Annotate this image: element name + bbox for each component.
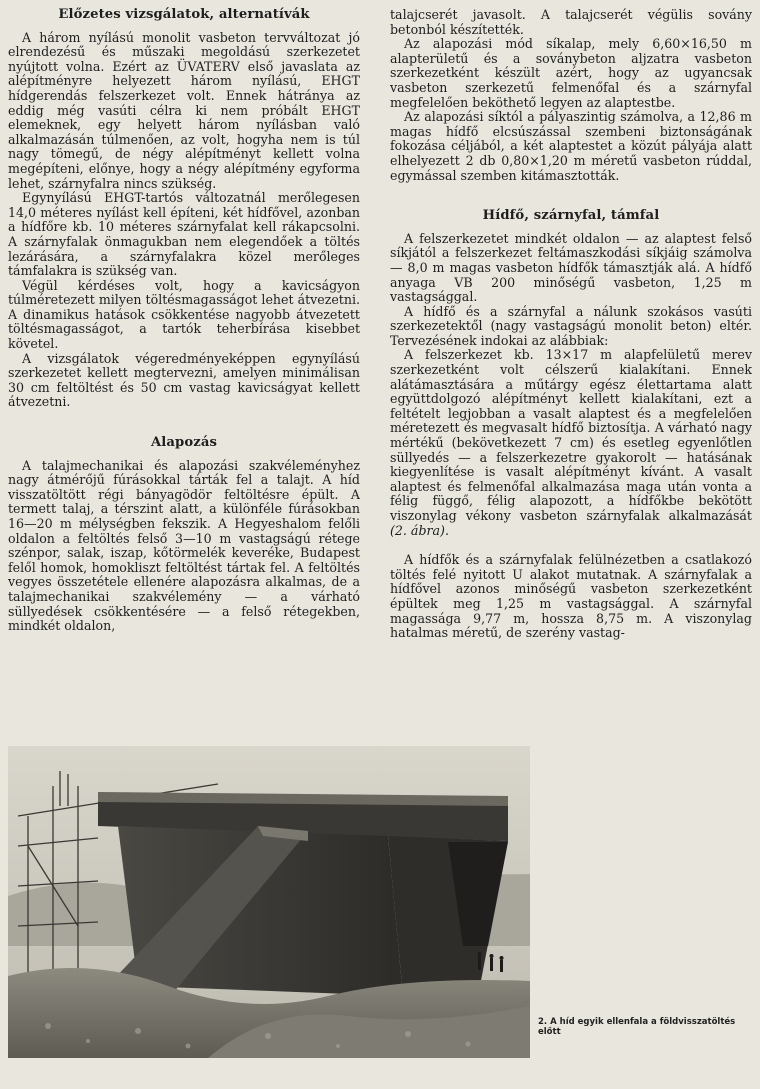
paragraph-text: A felszerkezet kb. 13×17 m alapfelületű merev szerkezetként volt célszerű kialakítani. Ennek alátámasztására a műtárgy egész élettartama alatt együttdolgozó alépítményt kellett kialakítani, ezt a feltételt legjobban a vasalt alaptest és a megfelelően méretezett és megvasalt hídfő biztosítja. A várható nagy mértékű (bekövetkezett 7 cm) és esetleg egyenlőtlen süllyedés — a felszerkezetre gyakorolt — hatásának kiegyenlítése is vasalt alépítményt kívánt. A vasalt alaptest és felmenőfal alkalmazása maga után vonta a félig függő, félig alapozott, a hídfőkbe bekötött viszonylag vékony vasbeton szárnyfalak alkalmazását: [390, 347, 752, 523]
paragraph: [390, 348, 752, 538]
paragraph: A hídfő és a szárnyfal a nálunk szokásos vasúti szerkezetektől (nagy vastagságú monolit beton) eltér. Tervezésének indokai az alábbiak:: [390, 303, 752, 348]
paragraph: A felszerkezetet mindkét oldalon — az alaptest felső síkjától a felszerkezet feltámaszkodási síkjáig számolva — 8,0 m magas vasbeton hídfők támasztják alá. A hídfő anyaga VB 200 minőségű vasbeton, 1,25 m vastagsággal.: [390, 230, 752, 305]
paragraph: A három nyílású monolit vasbeton tervváltozat jó elrendezésű és műszaki megoldású szerkezetet nyújtott volna. Ezért az ÜVATERV első javaslata az alépítményre helyezett három nyílású, EHGT hídgerendás felszerkezet volt. Ennek hátránya az eddig még vasúti célra ki nem próbált EHGT elemeknek, egy helyett három nyílásban való alkalmazásán túlmenően, az volt, hogyha nem is túl nagy tömegű, de négy alépítményt kellett volna megépíteni, előnye, hogy a négy alépítmény egyforma lehet, szárnyfalra nincs szükség.: [8, 29, 360, 191]
paragraph: A hídfők és a szárnyfalak felülnézetben a csatlakozó töltés felé nyitott U alakot mutatnak. A szárnyfalak a hídfővel azonos minőségű vasbeton szerkezetként épültek meg 1,25 m vastagsággal. A szárnyfal magassága 9,77 m, hossza 8,75 m. A viszonylag hatalmas méretű, de szerény vastag-: [390, 552, 752, 641]
paragraph: Az alapozási mód síkalap, mely 6,60×16,50 m alapterületű és a soványbeton aljzatra vasbeton szerkezetként készült azért, hogy az ugyancsak vasbeton szerkezetű felmenőfal és a szárnyfal megfelelően beköthető legyen az alaptestbe.: [390, 36, 752, 110]
bridge-abutment-photo: [8, 746, 530, 1058]
paragraph: talajcserét javasolt. A talajcserét végülis sovány betonból készítették.: [390, 7, 752, 37]
paragraph: Az alapozási síktól a pályaszintig számolva, a 12,86 m magas hídfő elcsúszással szembeni biztonságának fokozása céljából, a két alaptestet a közút pályája alatt elhelyezett 2 db 0,80×1,20 m méretű vasbeton rúddal, egymással szemben kitámasztották.: [390, 109, 752, 183]
paragraph: Végül kérdéses volt, hogy a kavicságyon túlméretezett milyen töltésmagasságot lehet átvezetni. A dinamikus hatások csökkentése nagyobb átvezetett töltésmagasságot, a tartók teherbírása kisebbet követel.: [8, 277, 360, 352]
right-column: [390, 8, 752, 641]
heading-preliminary-studies: Előzetes vizsgálatok, alternatívák: [58, 7, 310, 22]
paragraph: Egynyílású EHGT-tartós változatnál merőlegesen 14,0 méteres nyílást kell építeni, két hídfővel, azonban a hídfőre kb. 10 méteres szárnyfalat kell rákapcsolni. A szárnyfalak önmagukban nem elegendőek a töltés lezárására, a szárnyfalakra közel merőleges támfalakra is szükség van.: [8, 190, 360, 279]
paragraph: A talajmechanikai és alapozási szakvéleményhez nagy átmérőjű fúrásokkal tárták fel a talajt. A híd visszatöltött régi bányagödör feltöltésre épült. A termett talaj, a térszint alatt, a különféle fúrásokban 16—20 m mélységben fekszik. A Hegyeshalom felőli oldalon a feltöltés felső 3—10 m vastagságú rétege szénpor, salak, iszap, kőtörmelék keveréke, Budapest felől homok, homokliszt feltöltést tártak fel. A feltöltés vegyes összetétele ellenére alapozásra alkalmas, de a talajmechanikai szakvélemény — a várható süllyedések csökkentésére — a felső rétegekben, mindkét oldalon,: [8, 457, 360, 634]
figure-reference: (2. ábra).: [390, 522, 449, 538]
heading-abutment-wingwall: Hídfő, szárnyfal, támfal: [482, 208, 660, 224]
figure-caption: 2. A híd egyik ellenfala a földvisszatöltés előtt: [538, 1017, 736, 1037]
paragraph: A vizsgálatok végeredményeképpen egynyílású szerkezetet kellett megtervezni, amelyen minimálisan 30 cm feltöltést és 50 cm vastag kavicságyat kellett átvezetni.: [8, 350, 360, 410]
left-column: [8, 8, 360, 634]
heading-foundation: Alapozás: [150, 435, 218, 451]
photo-illustration: [8, 746, 530, 1058]
